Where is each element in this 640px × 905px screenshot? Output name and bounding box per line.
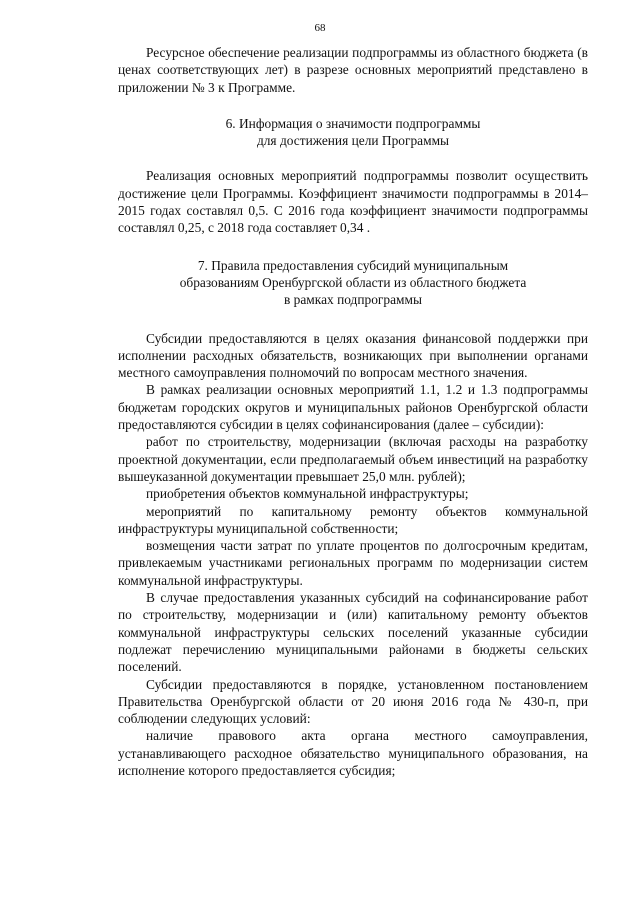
section-7-list-item-2: приобретения объектов коммунальной инфраструктуры; [146, 486, 469, 502]
section-7-list-item-1: работ по строительству, модернизации (включая расходы на разработку проектной документации, если предполагаемый объем инвестиций на разработку вышеуказанной документации превышает 25,0 млн. рублей); [118, 434, 588, 484]
section-7-list-item-4: возмещения части затрат по уплате процентов по долгосрочным кредитам, привлекаемым участниками региональных программ по модернизации систем коммунальной инфраструктуры. [118, 538, 588, 588]
section-7-list-item-3: мероприятий по капитальному ремонту объектов коммунальной инфраструктуры муниципальной собственности; [118, 503, 588, 536]
section-6-title-line-1: 6. Информация о значимости подпрограммы [225, 115, 481, 131]
section-7-paragraph-2: В рамках реализации основных мероприятий 1.1, 1.2 и 1.3 подпрограммы бюджетам городских округов и муниципальных районов Оренбургской области предоставляются субсидии в целях софинансирования (далее – субсидии): [118, 382, 588, 433]
section-7-title-line-3: в рамках подпрограммы [284, 292, 422, 308]
document-body [118, 44, 588, 779]
section-6-heading [118, 115, 588, 150]
section-7-condition-1: наличие правового акта органа местного самоуправления, устанавливающего расходное обязательство муниципального образования, на исполнение которого предоставляется субсидия; [118, 728, 588, 778]
resource-paragraph: Ресурсное обеспечение реализации подпрограммы из областного бюджета (в ценах соответствующих лет) в разрезе основных мероприятий представлено в приложении № 3 к Программе. [118, 45, 588, 95]
section-7-paragraph-3: В случае предоставления указанных субсидий на софинансирование работ по строительству, модернизации и (или) капитальному ремонту объектов коммунальной инфраструктуры сельских поселений указанные субсидии подлежат перечислению муниципальными районами в бюджеты сельских поселений. [118, 590, 588, 675]
section-7-paragraph-1: Субсидии предоставляются в целях оказания финансовой поддержки при исполнении расходных обязательств, возникающих при выполнении органами местного самоуправления полномочий по вопросам местного значения. [118, 330, 588, 381]
section-7-title-line-2: образованиям Оренбургской области из областного бюджета [179, 274, 527, 290]
section-6-title-line-2: для достижения цели Программы [256, 133, 450, 149]
section-7-heading [118, 257, 588, 309]
section-7-title-line-1: 7. Правила предоставления субсидий муниципальным [197, 257, 509, 273]
section-7-paragraph-4: Субсидии предоставляются в порядке, установленном постановлением Правительства Оренбургской области от 20 июня 2016 года № 430-п, при соблюдении следующих условий: [118, 676, 588, 727]
page-number: 68 [314, 22, 326, 34]
section-6-paragraph: Реализация основных мероприятий подпрограммы позволит осуществить достижение цели Программы. Коэффициент значимости подпрограммы в 2014–2015 годах составлял 0,5. С 2016 года коэффициент значимости подпрограммы составлял 0,25, с 2018 года составляет 0,34 . [118, 168, 588, 236]
